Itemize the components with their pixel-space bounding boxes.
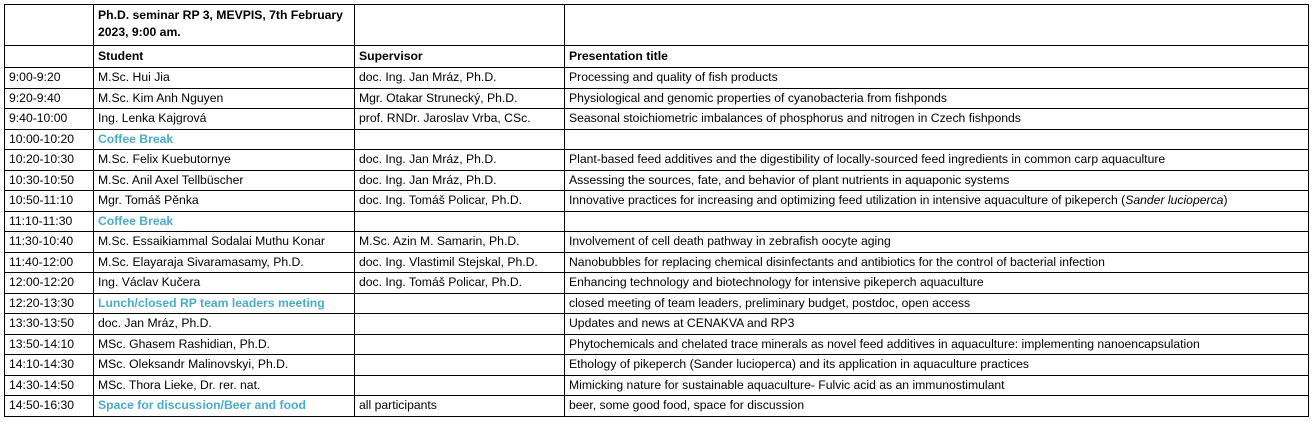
time-cell: 14:50-16:30 bbox=[5, 396, 94, 417]
time-cell: 9:00-9:20 bbox=[5, 68, 94, 89]
presentation-title-cell: Updates and news at CENAKVA and RP3 bbox=[565, 314, 1309, 335]
time-cell: 9:40-10:00 bbox=[5, 109, 94, 130]
time-cell: 14:30-14:50 bbox=[5, 375, 94, 396]
student-cell: MSc. Thora Lieke, Dr. rer. nat. bbox=[94, 375, 355, 396]
time-cell: 13:50-14:10 bbox=[5, 334, 94, 355]
table-row bbox=[5, 232, 1309, 253]
table-row bbox=[5, 252, 1309, 273]
presentation-title-cell: Enhancing technology and biotechnology for intensive pikeperch aquaculture bbox=[565, 273, 1309, 294]
supervisor-cell: all participants bbox=[355, 396, 565, 417]
student-cell: M.Sc. Felix Kuebutornye bbox=[94, 150, 355, 171]
presentation-title-cell: Nanobubbles for replacing chemical disinfectants and antibiotics for the control of bacterial infection bbox=[565, 252, 1309, 273]
student-cell: Coffee Break bbox=[94, 129, 355, 150]
student-cell: MSc. Ghasem Rashidian, Ph.D. bbox=[94, 334, 355, 355]
presentation-title-cell: beer, some good food, space for discussion bbox=[565, 396, 1309, 417]
supervisor-cell bbox=[355, 355, 565, 376]
table-row bbox=[5, 129, 1309, 150]
table-row bbox=[5, 375, 1309, 396]
presentation-title-cell: Plant-based feed additives and the digestibility of locally-sourced feed ingredients in common carp aquaculture bbox=[565, 150, 1309, 171]
time-cell: 9:20-9:40 bbox=[5, 88, 94, 109]
student-cell: Space for discussion/Beer and food bbox=[94, 396, 355, 417]
table-row bbox=[5, 170, 1309, 191]
empty-corner-cell bbox=[5, 5, 94, 46]
student-column-header: Student bbox=[94, 46, 355, 68]
seminar-schedule-table bbox=[4, 4, 1309, 417]
time-header-cell bbox=[5, 46, 94, 68]
supervisor-cell bbox=[355, 314, 565, 335]
table-row bbox=[5, 109, 1309, 130]
time-cell: 11:10-11:30 bbox=[5, 211, 94, 232]
empty-header-cell bbox=[565, 5, 1309, 46]
presentation-title-cell: Ethology of pikeperch (Sander lucioperca) and its application in aquaculture practices bbox=[565, 355, 1309, 376]
student-cell: M.Sc. Elayaraja Sivaramasamy, Ph.D. bbox=[94, 252, 355, 273]
time-cell: 11:30-10:40 bbox=[5, 232, 94, 253]
student-cell: M.Sc. Kim Anh Nguyen bbox=[94, 88, 355, 109]
supervisor-cell bbox=[355, 211, 565, 232]
supervisor-cell: prof. RNDr. Jaroslav Vrba, CSc. bbox=[355, 109, 565, 130]
student-cell: M.Sc. Anil Axel Tellbüscher bbox=[94, 170, 355, 191]
supervisor-cell: M.Sc. Azin M. Samarin, Ph.D. bbox=[355, 232, 565, 253]
time-cell: 10:20-10:30 bbox=[5, 150, 94, 171]
supervisor-cell bbox=[355, 334, 565, 355]
table-row bbox=[5, 396, 1309, 417]
presentation-title-cell bbox=[565, 129, 1309, 150]
table-row bbox=[5, 191, 1309, 212]
table-row bbox=[5, 273, 1309, 294]
table-row bbox=[5, 211, 1309, 232]
student-cell: Ing. Lenka Kajgrová bbox=[94, 109, 355, 130]
supervisor-cell bbox=[355, 293, 565, 314]
presentation-title-cell: Involvement of cell death pathway in zebrafish oocyte aging bbox=[565, 232, 1309, 253]
time-cell: 10:50-11:10 bbox=[5, 191, 94, 212]
time-cell: 10:30-10:50 bbox=[5, 170, 94, 191]
student-cell: M.Sc. Hui Jia bbox=[94, 68, 355, 89]
supervisor-cell bbox=[355, 129, 565, 150]
student-cell: Ing. Václav Kučera bbox=[94, 273, 355, 294]
presentation-title-cell: Processing and quality of fish products bbox=[565, 68, 1309, 89]
time-cell: 10:00-10:20 bbox=[5, 129, 94, 150]
presentation-title-cell: Physiological and genomic properties of cyanobacteria from fishponds bbox=[565, 88, 1309, 109]
table-row bbox=[5, 355, 1309, 376]
table-row bbox=[5, 68, 1309, 89]
supervisor-cell: doc. Ing. Jan Mráz, Ph.D. bbox=[355, 68, 565, 89]
presentation-title-cell: Phytochemicals and chelated trace minerals as novel feed additives in aquaculture: implementing nanoencapsulation bbox=[565, 334, 1309, 355]
supervisor-cell: Mgr. Otakar Strunecký, Ph.D. bbox=[355, 88, 565, 109]
presentation-title-cell bbox=[565, 191, 1309, 212]
student-cell: Lunch/closed RP team leaders meeting bbox=[94, 293, 355, 314]
student-cell: M.Sc. Essaikiammal Sodalai Muthu Konar bbox=[94, 232, 355, 253]
time-cell: 11:40-12:00 bbox=[5, 252, 94, 273]
time-cell: 12:00-12:20 bbox=[5, 273, 94, 294]
student-cell: Coffee Break bbox=[94, 211, 355, 232]
table-row bbox=[5, 334, 1309, 355]
time-cell: 13:30-13:50 bbox=[5, 314, 94, 335]
supervisor-cell: doc. Ing. Tomáš Policar, Ph.D. bbox=[355, 273, 565, 294]
table-row bbox=[5, 314, 1309, 335]
species-name-italic: Sander lucioperca bbox=[1125, 193, 1224, 208]
supervisor-column-header: Supervisor bbox=[355, 46, 565, 68]
supervisor-cell: doc. Ing. Jan Mráz, Ph.D. bbox=[355, 170, 565, 191]
student-cell: doc. Jan Mráz, Ph.D. bbox=[94, 314, 355, 335]
seminar-title: Ph.D. seminar RP 3, MEVPIS, 7th February 2023, 9:00 am. bbox=[94, 5, 355, 46]
supervisor-cell: doc. Ing. Jan Mráz, Ph.D. bbox=[355, 150, 565, 171]
column-header-row bbox=[5, 46, 1309, 68]
presentation-title-end: ) bbox=[1223, 193, 1228, 208]
presentation-title-cell: closed meeting of team leaders, preliminary budget, postdoc, open access bbox=[565, 293, 1309, 314]
supervisor-cell bbox=[355, 375, 565, 396]
presentation-title-text: Innovative practices for increasing and optimizing feed utilization in intensive aquaculture of pikeperch ( bbox=[569, 193, 1126, 208]
presentation-title-cell: Seasonal stoichiometric imbalances of phosphorus and nitrogen in Czech fishponds bbox=[565, 109, 1309, 130]
table-row bbox=[5, 150, 1309, 171]
student-cell: MSc. Oleksandr Malinovskyi, Ph.D. bbox=[94, 355, 355, 376]
title-column-header: Presentation title bbox=[565, 46, 1309, 68]
presentation-title-cell: Assessing the sources, fate, and behavior of plant nutrients in aquaponic systems bbox=[565, 170, 1309, 191]
schedule-title-row bbox=[5, 5, 1309, 46]
time-cell: 14:10-14:30 bbox=[5, 355, 94, 376]
table-row bbox=[5, 293, 1309, 314]
empty-header-cell bbox=[355, 5, 565, 46]
student-cell: Mgr. Tomáš Pěnka bbox=[94, 191, 355, 212]
presentation-title-cell: Mimicking nature for sustainable aquaculture- Fulvic acid as an immunostimulant bbox=[565, 375, 1309, 396]
supervisor-cell: doc. Ing. Vlastimil Stejskal, Ph.D. bbox=[355, 252, 565, 273]
time-cell: 12:20-13:30 bbox=[5, 293, 94, 314]
presentation-title-cell bbox=[565, 211, 1309, 232]
table-row bbox=[5, 88, 1309, 109]
supervisor-cell: doc. Ing. Tomáš Policar, Ph.D. bbox=[355, 191, 565, 212]
